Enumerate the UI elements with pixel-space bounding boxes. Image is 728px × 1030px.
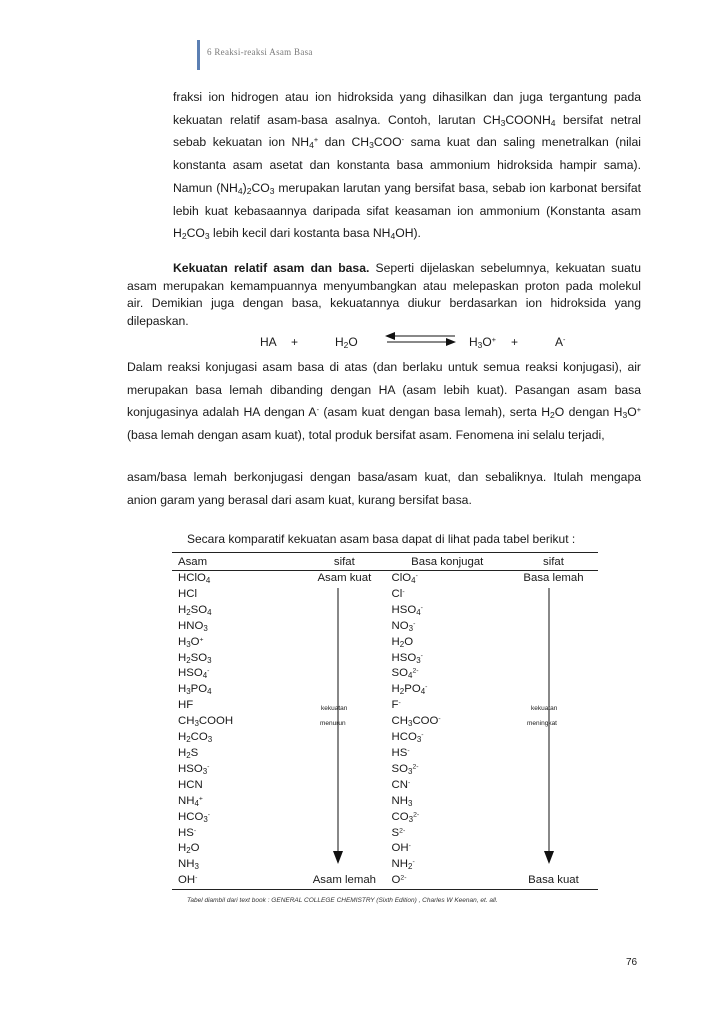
table-row xyxy=(172,651,598,667)
base-cell: OH- xyxy=(391,842,411,855)
table-row xyxy=(172,873,598,889)
base-cell: ClO$_4$- xyxy=(391,572,418,585)
table-row xyxy=(172,794,598,810)
paragraph-3 xyxy=(127,356,641,446)
running-header: 6 Reaksi-reaksi Asam Basa xyxy=(207,47,313,57)
base-cell: HS- xyxy=(391,746,410,759)
arrow-label: kekuatan xyxy=(321,705,348,712)
acid-cell: HS- xyxy=(178,826,197,839)
base-cell: $H_2PO_4^-$ xyxy=(391,683,428,697)
table-intro: Secara komparatif kekuatan asam basa dapat di lihat pada tabel berikut : xyxy=(187,532,576,546)
paragraph-line: (basa lemah dengan asam kuat), total produk bersifat asam. Fenomena ini selalu terjadi, xyxy=(127,427,605,442)
base-property-cell: Basa lemah xyxy=(523,572,584,584)
table-row xyxy=(172,857,598,873)
acid-cell: $H_3PO_4$ xyxy=(178,683,212,697)
table-row xyxy=(172,778,598,794)
acid-cell: HCl xyxy=(178,587,197,600)
base-cell: $HCO_3^-$ xyxy=(391,731,424,745)
col-header-conjugate-base: Basa konjugat xyxy=(386,553,503,571)
acid-cell: $NH_4^+$ xyxy=(178,794,203,808)
acid-cell: HF xyxy=(178,699,194,712)
col-header-property: sifat xyxy=(503,553,598,571)
eq-a: A- xyxy=(555,335,566,349)
base-cell: $SO_3^{2-}$ xyxy=(391,762,419,776)
paragraph-line: asam merupakan kemampuannya menyumbangkan atau melepaskan proton pada molekul xyxy=(127,278,641,293)
table-row xyxy=(172,603,598,619)
table-row xyxy=(172,587,598,603)
paragraph-text: Seperti dijelaskan sebelumnya, kekuatan suatu xyxy=(369,261,641,275)
acid-cell: $HNO_3$ xyxy=(178,619,208,633)
base-property-cell: Basa kuat xyxy=(503,873,598,889)
col-header-acid: Asam xyxy=(172,553,297,571)
paragraph-line: dilepaskan. xyxy=(127,313,189,328)
paragraph-line xyxy=(127,260,641,278)
eq-h3o: $H_3O^+$ xyxy=(469,335,496,351)
base-cell: $O^{2-}$ xyxy=(386,873,503,889)
equilibrium-arrow-icon xyxy=(385,330,457,348)
base-cell: F- xyxy=(391,699,401,712)
page-number: 76 xyxy=(626,957,638,968)
table-row xyxy=(172,841,598,857)
paragraph-line: lebih kuat kebasaannya daripada sifat keasaman ion ammonium (Konstanta asam xyxy=(173,203,641,218)
base-cell: $HSO_3^-$ xyxy=(391,651,423,665)
table-row xyxy=(172,682,598,698)
base-cell: $NH_2^-$ xyxy=(391,858,415,872)
base-cell: CN- xyxy=(391,778,411,791)
paragraph-line: Dalam reaksi konjugasi asam basa di atas (dan berlaku untuk semua reaksi konjugasi), air xyxy=(127,360,641,374)
table-row xyxy=(172,571,598,587)
table-row xyxy=(172,730,598,746)
acid-cell: $HSO_3^-$ xyxy=(178,762,210,776)
acid-cell: $H_2S$ xyxy=(178,746,199,760)
acid-cell: $H_2CO_3$ xyxy=(178,731,213,745)
base-cell: $HSO_4^-$ xyxy=(391,603,423,617)
acid-cell: $H_2O$ xyxy=(178,842,200,856)
paragraph-line: sebab kekuatan ion $NH_4^+$ dan $CH_3COO^-$ sama kuat dan saling menetralkan (nilai xyxy=(173,135,641,151)
eq-plus: + xyxy=(291,335,299,349)
paragraph-line: anion garam yang berasal dari asam kuat, kurang bersifat basa. xyxy=(127,492,472,507)
base-cell: $CH_3COO^-$ xyxy=(391,715,441,729)
acid-cell: $HCO_3^-$ xyxy=(178,810,211,824)
table-header-row xyxy=(172,553,598,571)
acid-cell: $HSO_4^-$ xyxy=(178,667,210,681)
eq-plus: + xyxy=(511,335,519,349)
eq-ha: HA xyxy=(260,335,277,349)
base-cell: $NO_3^-$ xyxy=(391,619,416,633)
table-row xyxy=(172,666,598,682)
paragraph-line: asam/basa lemah berkonjugasi dengan basa/asam kuat, dan sebaliknya. Itulah mengapa xyxy=(127,470,641,484)
header-accent-bar xyxy=(197,40,200,70)
acid-cell: $CH_3COOH$ xyxy=(178,715,234,729)
acid-property-cell: Asam lemah xyxy=(297,873,385,889)
paragraph-line: fraksi ion hidrogen atau ion hidroksida yang dihasilkan dan juga tergantung pada xyxy=(173,90,641,104)
paragraph-line: air. Demikian juga dengan basa, kekuatannya diukur berdasarkan ion hidroksida yang xyxy=(127,296,641,310)
paragraph-line: konstanta asam asetat dan konstanta basa ammonium hidroksida hampir sama). xyxy=(173,158,641,173)
table-source-note: Tabel diambil dari text book : GENERAL COLLEGE CHEMISTRY (Sixth Edition) , Charles W Keenan, et. all. xyxy=(187,897,498,904)
bold-heading: Kekuatan relatif asam dan basa. xyxy=(173,261,370,275)
table-row xyxy=(172,619,598,635)
table-row xyxy=(172,810,598,826)
table-row xyxy=(172,746,598,762)
paragraph-line: $H_2CO_3$ lebih kecil dari kostanta basa $NH_4OH$). xyxy=(173,226,421,242)
paragraph-1 xyxy=(173,86,641,245)
acid-cell: HCN xyxy=(178,778,203,791)
arrow-label: menurun xyxy=(320,720,346,727)
acid-cell: $NH_3$ xyxy=(178,858,199,872)
paragraph-line: konjugasinya adalah HA dengan A- (asam kuat dengan basa lemah), serta $H_2O$ dengan $H_3O^+$ xyxy=(127,404,641,421)
acid-cell: OH- xyxy=(172,873,297,889)
base-cell: $S^{2-}$ xyxy=(391,826,406,839)
table-row xyxy=(172,826,598,842)
acid-cell: $H_3O^+$ xyxy=(178,635,204,649)
acid-property-cell: Asam kuat xyxy=(317,572,372,584)
arrow-label: meningkat xyxy=(527,720,557,727)
table-row xyxy=(172,635,598,651)
acid-cell: $H_2SO_4$ xyxy=(178,603,212,617)
paragraph-4 xyxy=(127,466,641,511)
base-cell: $SO_4^{2-}$ xyxy=(391,667,419,681)
base-cell: Cl- xyxy=(391,587,405,600)
paragraph-line: merupakan basa lemah dibanding dengan HA (asam lebih kuat). Pasangan asam basa xyxy=(127,382,641,397)
acid-cell: HClO$_4$ xyxy=(178,572,211,585)
table-row xyxy=(172,762,598,778)
base-cell: $NH_3$ xyxy=(391,794,413,808)
base-cell: $CO_3^{2-}$ xyxy=(391,810,420,824)
paragraph-line: Namun $(NH_4)_2CO_3$ merupakan larutan yang bersifat basa, sebab ion karbonat bersifat xyxy=(173,180,641,196)
acid-cell: $H_2SO_3$ xyxy=(178,651,212,665)
arrow-label: kekuatan xyxy=(531,705,558,712)
paragraph-2 xyxy=(127,260,641,330)
base-cell: $H_2O$ xyxy=(391,635,414,649)
eq-h2o: $H_2O$ xyxy=(335,335,358,351)
paragraph-line: kekuatan relatif asam-basa asalnya. Contoh, larutan $CH_3COONH_4$ bersifat netral xyxy=(173,112,641,128)
col-header-property: sifat xyxy=(297,553,385,571)
